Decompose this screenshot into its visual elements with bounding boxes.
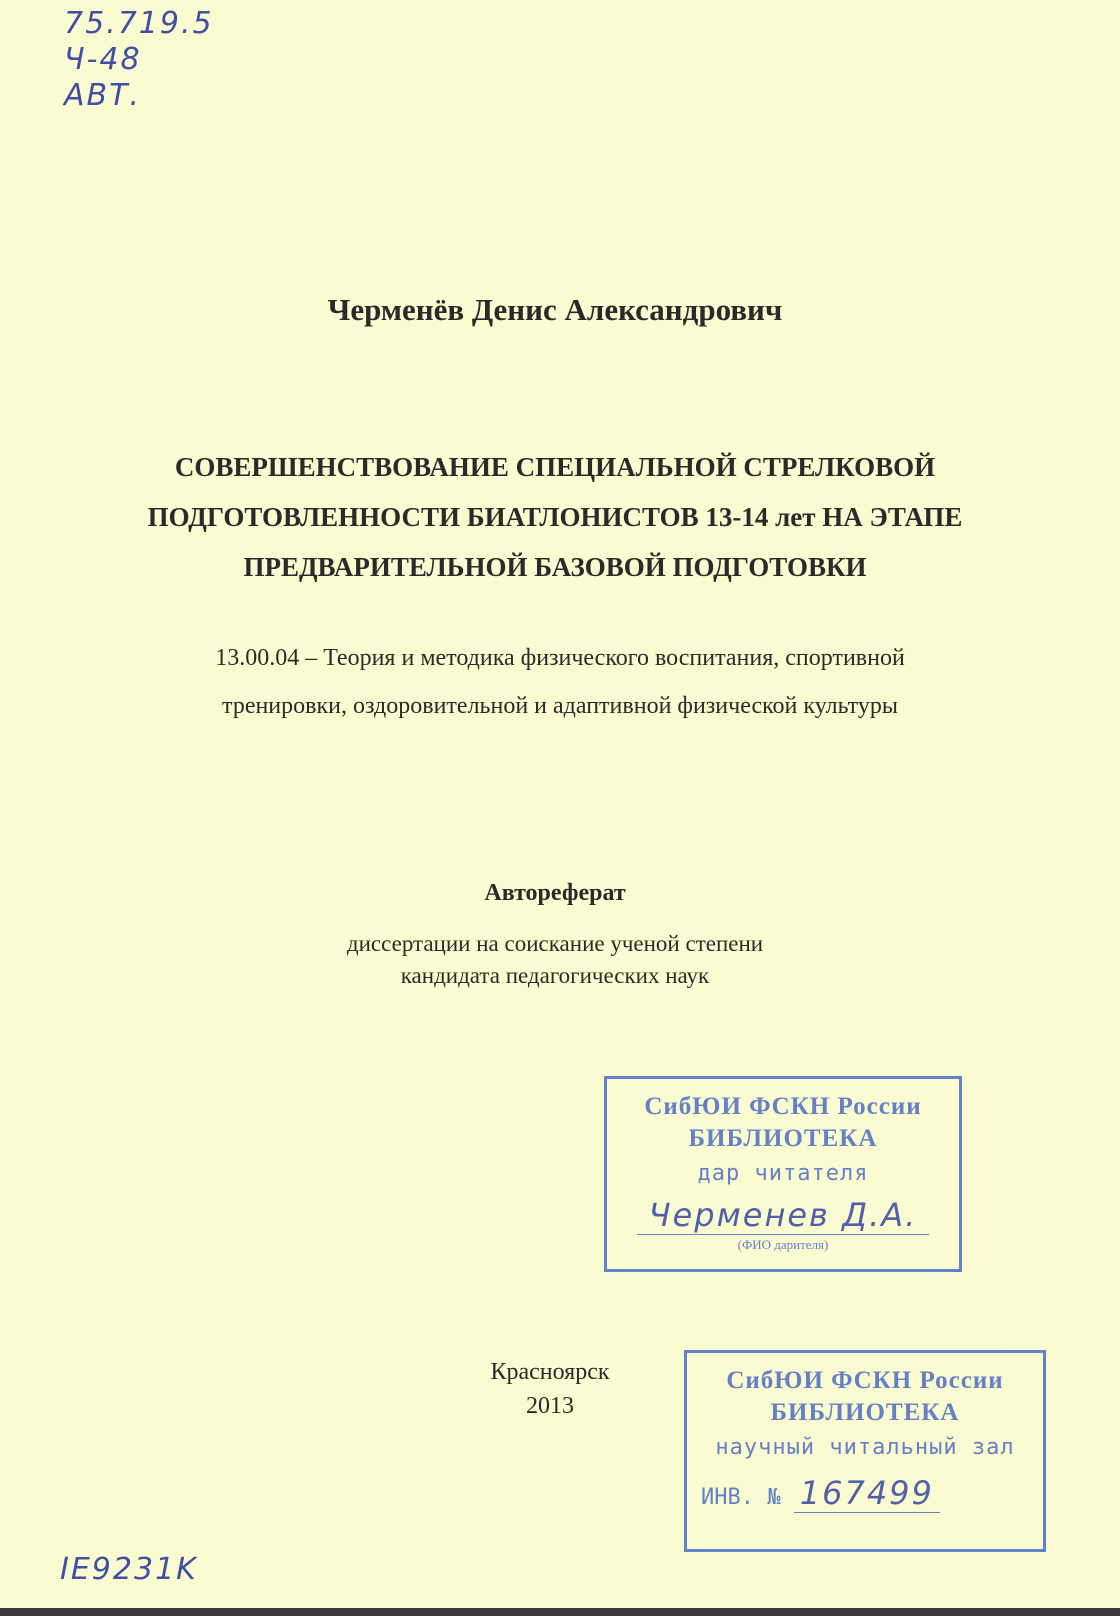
- publication-city: Красноярск: [490, 1359, 610, 1385]
- author-name: Черменёв Денис Александрович: [327, 292, 783, 327]
- handwritten-classification: [64, 6, 214, 114]
- title-line: ПОДГОТОВЛЕННОСТИ БИАТЛОНИСТОВ 13-14 лет НА ЭТАПЕ: [147, 502, 963, 532]
- donor-signature: Черменев Д.А.: [637, 1196, 930, 1235]
- abstract-line: диссертации на соискание ученой степени: [346, 931, 764, 956]
- specialty-code: [120, 634, 1000, 730]
- inventory-number: 167499: [794, 1474, 940, 1513]
- stamp-org: СибЮИ ФСКН России: [726, 1367, 1004, 1394]
- stamp-type: научный читальный зал: [715, 1435, 1015, 1460]
- stamp-type: дар читателя: [697, 1161, 869, 1186]
- dissertation-title: [100, 442, 1010, 592]
- specialty-line: тренировки, оздоровительной и адаптивной физической культуры: [222, 693, 898, 719]
- inventory-row: [687, 1474, 1043, 1512]
- handwritten-inventory-note: IE9231K: [60, 1552, 198, 1587]
- publication-year: 2013: [526, 1393, 574, 1419]
- title-line: СОВЕРШЕНСТВОВАНИЕ СПЕЦИАЛЬНОЙ СТРЕЛКОВОЙ: [174, 452, 936, 482]
- stamp-dept: БИБЛИОТЕКА: [770, 1399, 960, 1426]
- classification-line: АВТ.: [64, 78, 141, 113]
- abstract-description: [0, 928, 1110, 992]
- library-gift-stamp: [604, 1076, 962, 1272]
- specialty-line: 13.00.04 – Теория и методика физического воспитания, спортивной: [215, 645, 905, 671]
- stamp-dept: БИБЛИОТЕКА: [688, 1125, 878, 1152]
- classification-line: Ч-48: [64, 42, 142, 77]
- stamp-caption: (ФИО дарителя): [737, 1237, 829, 1252]
- abstract-label: Автореферат: [484, 880, 626, 906]
- scan-bottom-edge: [0, 1608, 1120, 1616]
- stamp-org: СибЮИ ФСКН России: [644, 1093, 922, 1120]
- title-line: ПРЕДВАРИТЕЛЬНОЙ БАЗОВОЙ ПОДГОТОВКИ: [243, 552, 867, 582]
- library-reading-room-stamp: [684, 1350, 1046, 1552]
- classification-line: 75.719.5: [64, 6, 214, 41]
- abstract-line: кандидата педагогических наук: [400, 963, 710, 988]
- inventory-label: ИНВ. №: [701, 1485, 781, 1510]
- publication-info: [460, 1355, 640, 1423]
